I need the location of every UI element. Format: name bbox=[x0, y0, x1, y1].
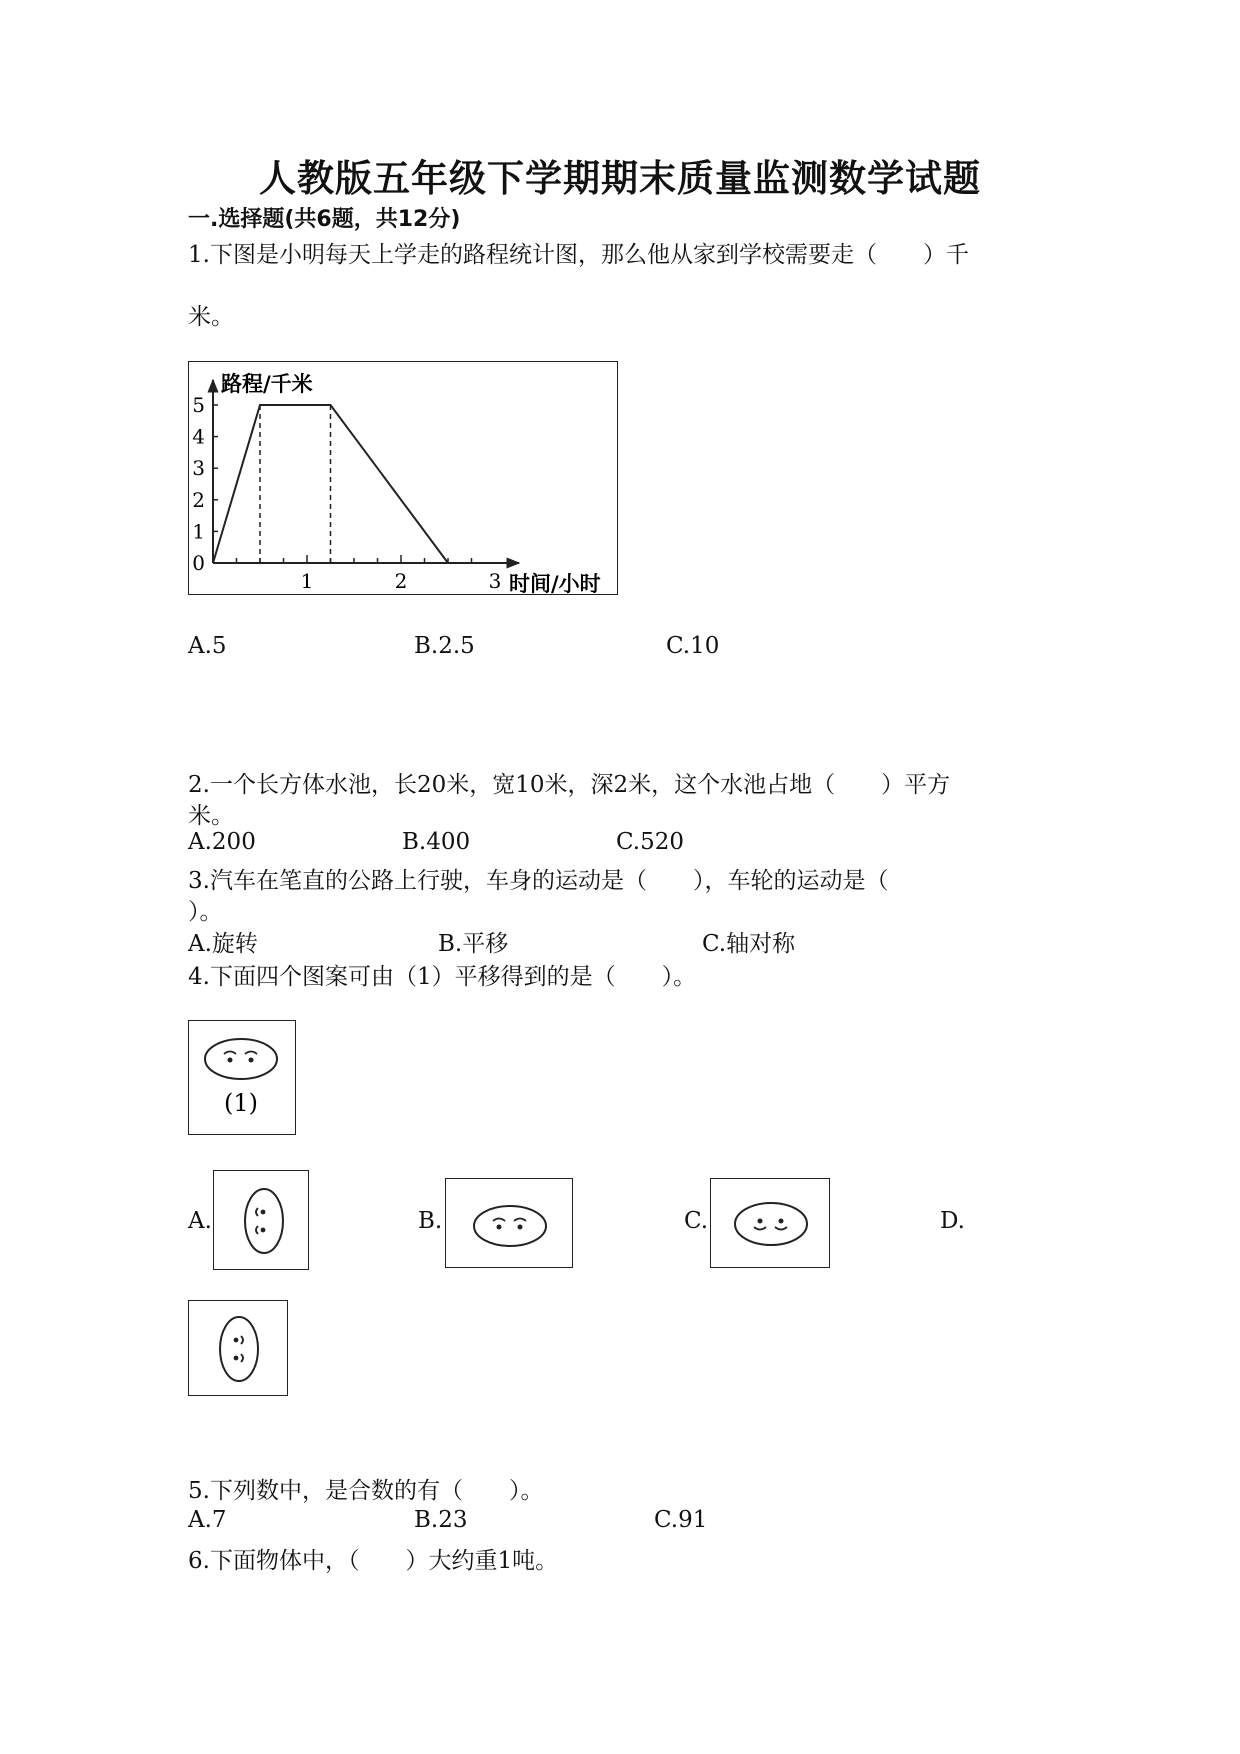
q3-option-a[interactable]: A.旋转 bbox=[188, 931, 258, 957]
eyebrow-icon bbox=[241, 1354, 243, 1362]
question-2-line2: 米。 bbox=[188, 803, 234, 829]
face-outline-icon bbox=[220, 1317, 258, 1381]
q2-option-c[interactable]: C.520 bbox=[616, 829, 684, 855]
distance-chart bbox=[189, 362, 619, 596]
eye-icon bbox=[261, 1210, 266, 1215]
eye-icon bbox=[249, 1058, 254, 1063]
q4-option-d[interactable]: D. bbox=[940, 1208, 965, 1234]
question-1-line2: 米。 bbox=[188, 304, 234, 330]
eye-icon bbox=[497, 1225, 502, 1230]
y-tick-label: 3 bbox=[192, 456, 205, 481]
option-d-figure[interactable] bbox=[188, 1300, 288, 1396]
y-tick-label: 4 bbox=[192, 424, 205, 449]
eyebrow-icon bbox=[775, 1227, 787, 1230]
eye-icon bbox=[518, 1225, 523, 1230]
page-title: 人教版五年级下学期期末质量监测数学试题 bbox=[259, 157, 981, 200]
y-tick-label: 1 bbox=[192, 519, 205, 544]
distance-chart-frame bbox=[188, 361, 618, 595]
q3-option-b[interactable]: B.平移 bbox=[438, 931, 509, 957]
eyebrow-icon bbox=[493, 1219, 505, 1222]
reference-face-figure bbox=[188, 1020, 296, 1135]
question-1-line1: 1.下图是小明每天上学走的路程统计图，那么他从家到学校需要走（ ）千 bbox=[188, 242, 969, 268]
eye-icon bbox=[234, 1338, 239, 1343]
q4-option-a[interactable]: A. bbox=[188, 1208, 212, 1234]
q4-option-b[interactable]: B. bbox=[418, 1208, 443, 1234]
question-3-line2: ）。 bbox=[188, 899, 223, 925]
q5-option-a[interactable]: A.7 bbox=[188, 1507, 227, 1533]
q4-option-c[interactable]: C. bbox=[684, 1208, 709, 1234]
q1-option-c[interactable]: C.10 bbox=[666, 633, 720, 659]
option-b-figure[interactable] bbox=[445, 1178, 573, 1268]
series-line bbox=[213, 405, 448, 563]
eyebrow-icon bbox=[241, 1336, 243, 1344]
q3-option-c[interactable]: C.轴对称 bbox=[702, 931, 796, 957]
face-outline-icon bbox=[245, 1189, 283, 1253]
option-a-figure[interactable] bbox=[213, 1170, 309, 1270]
q5-option-c[interactable]: C.91 bbox=[654, 1507, 708, 1533]
section-heading: 一.选择题(共6题，共12分) bbox=[188, 207, 461, 232]
q2-option-a[interactable]: A.200 bbox=[188, 829, 256, 855]
face-outline-icon bbox=[474, 1206, 546, 1246]
question-4-line1: 4.下面四个图案可由（1）平移得到的是（ ）。 bbox=[188, 964, 697, 990]
y-tick-label: 2 bbox=[192, 487, 205, 512]
eye-icon bbox=[261, 1228, 266, 1233]
x-tick-label: 2 bbox=[394, 569, 408, 593]
eyebrow-icon bbox=[514, 1219, 526, 1222]
eyebrow-icon bbox=[256, 1208, 258, 1216]
eye-icon bbox=[779, 1219, 784, 1224]
question-5-line1: 5.下列数中，是合数的有（ ）。 bbox=[188, 1478, 544, 1504]
x-axis-label: 时间/小时 bbox=[509, 571, 601, 596]
eyebrow-icon bbox=[256, 1226, 258, 1234]
face-outline-icon bbox=[735, 1203, 807, 1245]
q5-option-b[interactable]: B.23 bbox=[414, 1507, 468, 1533]
option-c-figure[interactable] bbox=[710, 1178, 830, 1268]
figure-label: (1) bbox=[224, 1089, 258, 1117]
q2-option-b[interactable]: B.400 bbox=[402, 829, 471, 855]
eye-icon bbox=[758, 1219, 763, 1224]
question-6-line1: 6.下面物体中，（ ）大约重1吨。 bbox=[188, 1548, 559, 1574]
eyebrow-icon bbox=[224, 1052, 236, 1055]
y-tick-label: 5 bbox=[192, 393, 205, 417]
eye-icon bbox=[228, 1058, 233, 1063]
y-axis-label: 路程/千米 bbox=[221, 371, 313, 396]
y-tick-label: 0 bbox=[192, 551, 205, 575]
x-tick-label: 1 bbox=[300, 569, 314, 593]
eye-icon bbox=[234, 1356, 239, 1361]
eyebrow-icon bbox=[754, 1227, 766, 1230]
face-outline-icon bbox=[205, 1039, 277, 1079]
q1-option-b[interactable]: B.2.5 bbox=[414, 633, 475, 659]
eyebrow-icon bbox=[245, 1052, 257, 1055]
q1-option-a[interactable]: A.5 bbox=[188, 633, 227, 659]
question-3-line1: 3.汽车在笔直的公路上行驶，车身的运动是（ ），车轮的运动是（ bbox=[188, 868, 889, 894]
x-tick-label: 3 bbox=[488, 569, 502, 593]
question-2-line1: 2.一个长方体水池，长20米，宽10米，深2米，这个水池占地（ ）平方 bbox=[188, 772, 951, 798]
